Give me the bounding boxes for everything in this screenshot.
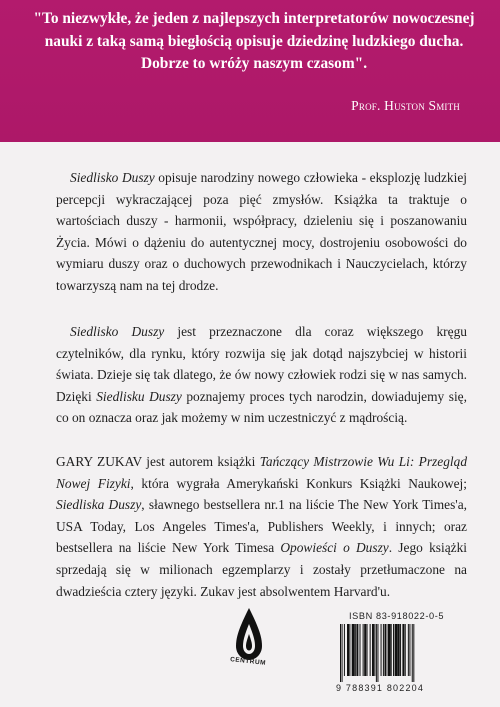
barcode-icon	[340, 624, 474, 682]
description-paragraph-1	[56, 167, 467, 297]
author-bio-paragraph	[56, 451, 467, 602]
author-name: Huston Smith	[384, 98, 460, 113]
paragraph-text: jest przeznaczone dla coraz większego kręgu czytelników, dla rynku, który rozwija się jak dotąd najszybciej w historii świata. Dzieje się tak dlatego, że ów nowy człowiek rodzi się w nas samych. Dzięki	[56, 324, 467, 404]
endorsement-quote: "To niezwykłe, że jeden z najlepszych interpretatorów nowoczesnej nauki z taką samą biegłością opisuje dziedzinę ludzkiego ducha. Dobrze to wróży naszym czasom".	[33, 10, 475, 72]
bio-text: GARY ZUKAV jest autorem książki	[56, 454, 260, 469]
book-title: Siedlisku Duszy	[96, 388, 182, 404]
paragraph-text: opisuje narodziny nowego człowieka - eksplozję ludzkiej percepcji wykraczającej poza pięć zmysłów. Książka ta traktuje o wartościach duszy - harmonii, współpracy, dzieleniu się i poszanowaniu Życia. Mówi o dążeniu do autentycznej mocy, dostrojeniu osobowości do wymiaru duszy oraz o duchowych przewodnikach i Nauczycielach, którzy towarzyszą nam na tej drodze.	[56, 170, 467, 293]
author-prefix: Prof.	[351, 98, 385, 113]
endorsement-author	[351, 98, 460, 114]
isbn-label: ISBN 83-918022-0-5	[349, 611, 445, 621]
quote-band	[0, 0, 500, 142]
flame-drop-logo-icon	[226, 604, 272, 690]
barcode-digits: 9 788391 802204	[336, 683, 425, 693]
book-title: Siedlisko Duszy	[70, 170, 155, 185]
book-title: Tańczący Mistrzowie Wu Li: Przegląd Nowej Fizyki	[56, 454, 468, 491]
publisher-name: CENTRUM	[229, 656, 267, 667]
book-title: Siedliska Duszy	[56, 497, 142, 513]
book-title: Siedlisko Duszy	[70, 324, 165, 339]
book-title: Opowieści o Duszy	[280, 540, 389, 556]
bio-text: , która wygrała Amerykański Konkurs Książki Naukowej;	[130, 475, 467, 491]
bio-text: . Jego książki sprzedają się w milionach egzemplarzy i zostały przetłumaczone na dwadzieścia cztery języki. Zukav jest absolwentem Harvard'u.	[56, 540, 467, 599]
paragraph-text: poznajemy proces tych narodzin, dowiadujemy się, co on oznacza oraz jak możemy w nim uczestniczyć z mądrością.	[56, 388, 467, 426]
bio-text: , sławnego bestsellera nr.1 na liście The New York Times'a, USA Today, Los Angeles Times'a, Publishers Weekly, i innych; oraz bestsellera na liście New York Timesa	[56, 497, 467, 556]
description-paragraph-2	[56, 321, 467, 429]
